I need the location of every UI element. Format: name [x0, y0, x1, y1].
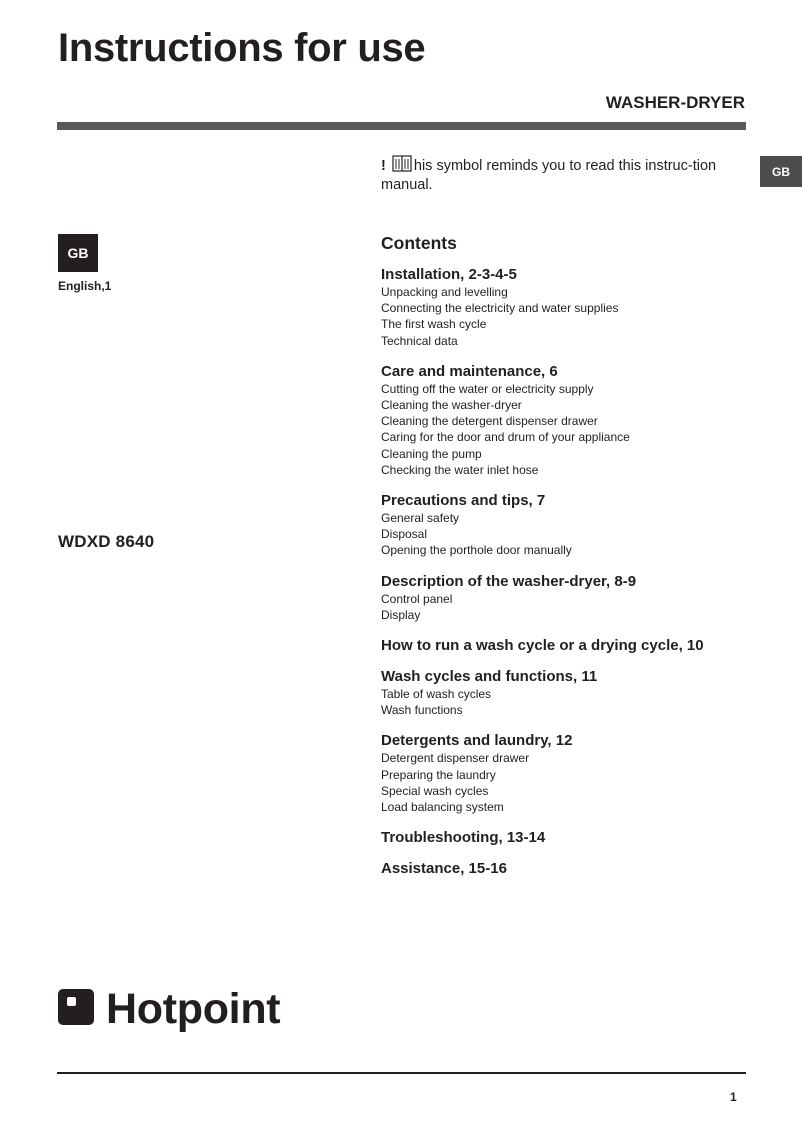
- section-item: Checking the water inlet hose: [381, 462, 539, 477]
- section-heading: Wash cycles and functions, 11: [381, 668, 598, 686]
- contents-section: [381, 492, 771, 559]
- section-heading: Precautions and tips, 7: [381, 492, 546, 510]
- header-divider: [57, 122, 746, 130]
- section-item: Connecting the electricity and water supplies: [381, 301, 619, 316]
- section-item: Cutting off the water or electricity supply: [381, 381, 594, 396]
- page-number: 1: [730, 1090, 737, 1104]
- section-item: Preparing the laundry: [381, 767, 496, 782]
- section-heading: Installation, 2-3-4-5: [381, 266, 517, 283]
- hotpoint-logo-icon: [58, 989, 94, 1030]
- contents-section: [381, 860, 771, 877]
- contents-section: [381, 363, 771, 478]
- section-item: General safety: [381, 511, 460, 526]
- brand-name: Hotpoint: [106, 984, 281, 1033]
- manual-notice: [381, 155, 721, 194]
- section-heading: Care and maintenance, 6: [381, 362, 558, 380]
- contents-section: [381, 732, 771, 815]
- brand-logo: [58, 985, 280, 1033]
- section-heading: How to run a wash cycle or a drying cycle, 10: [381, 637, 704, 655]
- section-item: Technical data: [381, 333, 458, 348]
- notice-text: his symbol reminds you to read this instruc-tion manual.: [381, 158, 717, 193]
- contents-section: [381, 266, 771, 349]
- footer-divider: [57, 1072, 746, 1074]
- language-badge: GB: [58, 234, 98, 272]
- section-item: Cleaning the washer-dryer: [381, 398, 522, 413]
- model-number: WDXD 8640: [58, 532, 155, 551]
- document-subtitle: WASHER-DRYER: [605, 93, 745, 112]
- page-title: Instructions for use: [58, 26, 426, 70]
- section-item: Opening the porthole door manually: [381, 543, 572, 558]
- contents-section: [381, 573, 771, 623]
- section-heading: Description of the washer-dryer, 8-9: [381, 572, 637, 590]
- section-item: Wash functions: [381, 703, 463, 718]
- section-item: Load balancing system: [381, 800, 504, 815]
- section-heading: Assistance, 15-16: [381, 860, 507, 878]
- section-heading: Detergents and laundry, 12: [381, 732, 573, 750]
- section-item: Detergent dispenser drawer: [381, 751, 530, 766]
- section-item: Unpacking and levelling: [381, 285, 508, 299]
- notice-exclamation: !: [381, 158, 386, 174]
- language-side-tab: GB: [760, 156, 802, 187]
- contents-section: [381, 829, 771, 846]
- manual-book-icon: [391, 155, 413, 177]
- section-item: Display: [381, 607, 421, 622]
- contents-sections: [381, 266, 771, 877]
- section-heading: Troubleshooting, 13-14: [381, 829, 546, 847]
- section-item: Table of wash cycles: [381, 687, 492, 702]
- contents-section: [381, 668, 771, 718]
- contents-heading: Contents: [381, 233, 457, 253]
- language-label: English,1: [58, 279, 112, 293]
- section-item: Cleaning the pump: [381, 446, 482, 461]
- section-item: The first wash cycle: [381, 317, 487, 332]
- section-item: Control panel: [381, 591, 453, 606]
- section-item: Special wash cycles: [381, 783, 489, 798]
- section-item: Caring for the door and drum of your appliance: [381, 430, 630, 445]
- contents-section: [381, 637, 771, 654]
- section-item: Disposal: [381, 527, 428, 542]
- section-item: Cleaning the detergent dispenser drawer: [381, 414, 598, 429]
- table-of-contents: [381, 233, 771, 891]
